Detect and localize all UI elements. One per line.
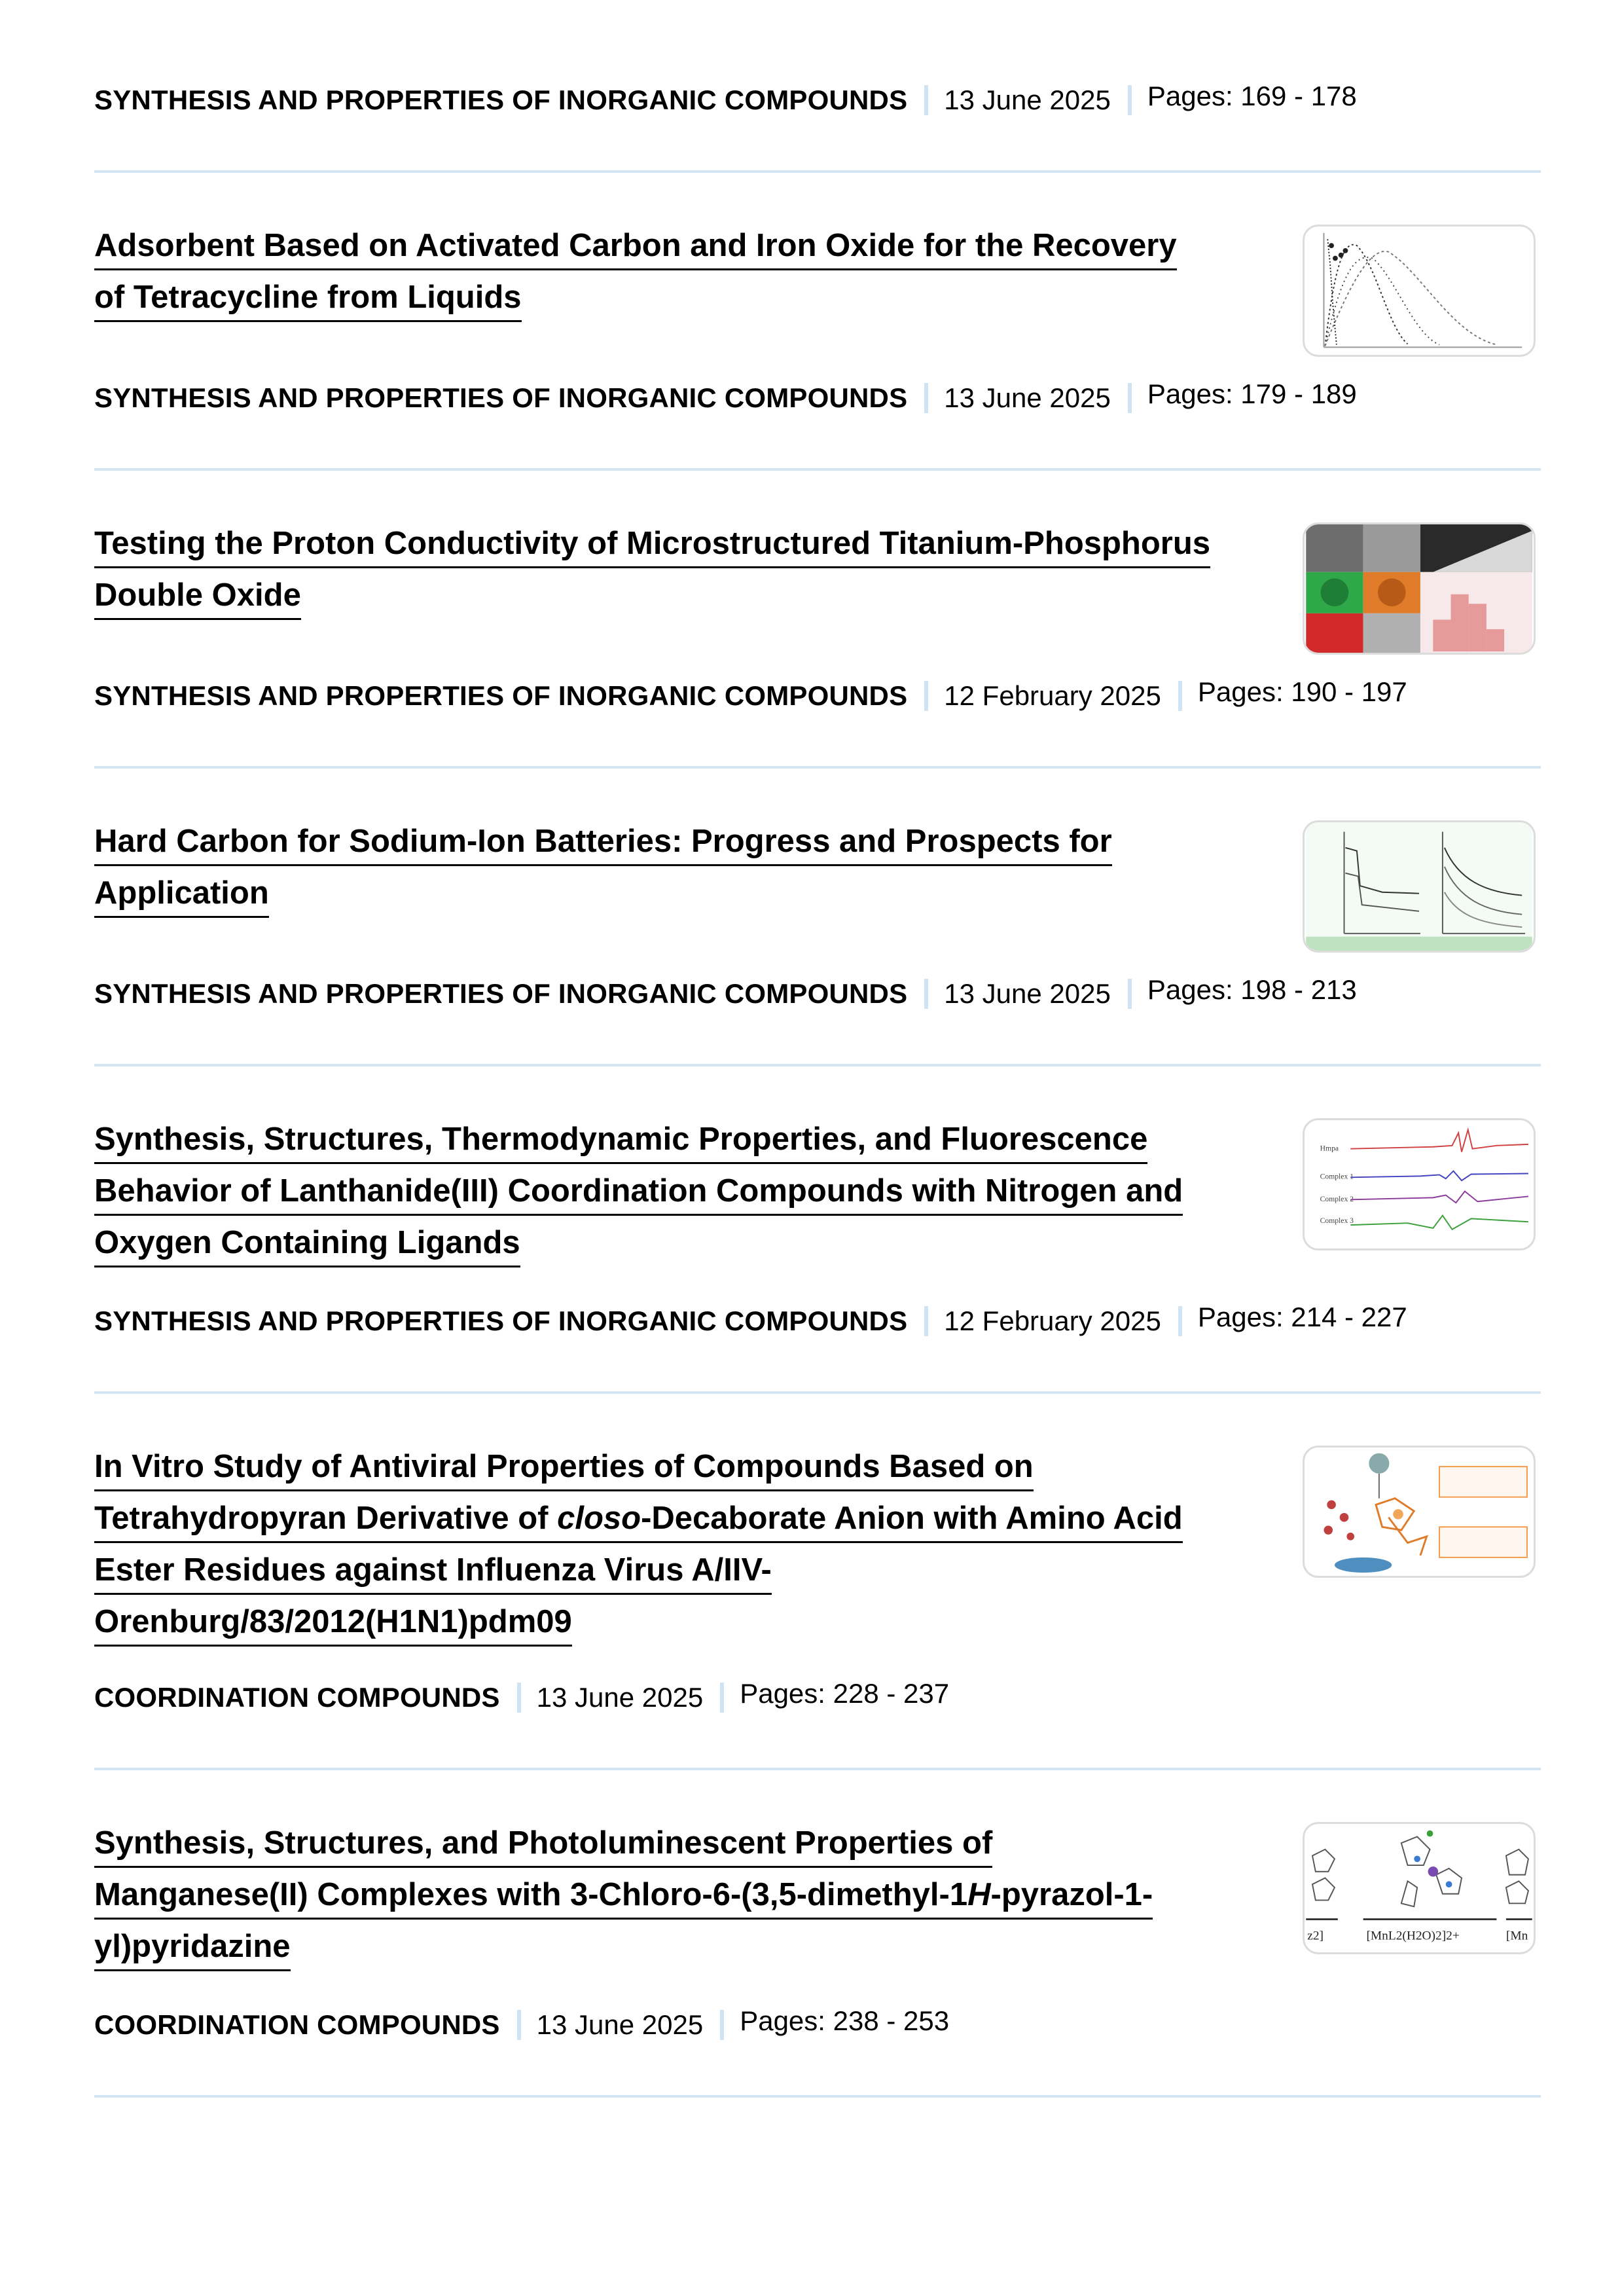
meta-separator	[1178, 681, 1182, 711]
spectrum-label: Hmpa	[1320, 1144, 1339, 1153]
article-meta	[94, 1678, 949, 1717]
structure-label: [MnL2(H2O)2]2+	[1366, 1929, 1460, 1943]
meta-separator	[720, 1683, 724, 1713]
meta-separator	[517, 2010, 521, 2040]
meta-separator	[1128, 383, 1132, 413]
article-title	[94, 1820, 1246, 1975]
article-divider	[94, 468, 1541, 471]
article-date: 12 February 2025	[944, 1305, 1161, 1336]
meta-separator	[924, 1306, 928, 1336]
article-meta	[94, 676, 1407, 716]
article-date: 12 February 2025	[944, 680, 1161, 711]
article-thumbnail[interactable]	[1303, 1118, 1536, 1250]
article-title-link[interactable]: Behavior of Lanthanide(III) Coordination Compounds with Nitrogen and	[94, 1168, 1183, 1216]
article-section[interactable]: SYNTHESIS AND PROPERTIES OF INORGANIC COMPOUNDS	[94, 382, 908, 413]
article-pages: Pages: 190 - 197	[1197, 676, 1407, 707]
article-date: 13 June 2025	[944, 978, 1111, 1009]
article-title-link[interactable]: Adsorbent Based on Activated Carbon and Iron Oxide for the Recovery	[94, 223, 1177, 270]
article-title-link[interactable]: Synthesis, Structures, and Photoluminescent Properties of	[94, 1820, 992, 1868]
article-section[interactable]: SYNTHESIS AND PROPERTIES OF INORGANIC COMPOUNDS	[94, 84, 908, 115]
molecule-scheme-icon	[1305, 1448, 1534, 1576]
article-meta	[94, 2005, 949, 2045]
article-pages: Pages: 214 - 227	[1197, 1302, 1407, 1332]
article-divider	[94, 1391, 1541, 1394]
article-thumbnail[interactable]	[1303, 225, 1536, 357]
article-divider	[94, 766, 1541, 769]
battery-curves-plot-icon	[1305, 822, 1534, 951]
article-date: 13 June 2025	[944, 84, 1111, 115]
article-meta	[94, 81, 1357, 120]
article-divider	[94, 2095, 1541, 2098]
spectrum-label: Complex 2	[1320, 1195, 1354, 1204]
meta-separator	[720, 2010, 724, 2040]
structure-label: [Mn	[1505, 1929, 1528, 1943]
article-section[interactable]: SYNTHESIS AND PROPERTIES OF INORGANIC COMPOUNDS	[94, 680, 908, 711]
article-title-link[interactable]: Manganese(II) Complexes with 3-Chloro-6-(3,5-dimethyl-1H-pyrazol-1-	[94, 1872, 1153, 1920]
article-title-link[interactable]: In Vitro Study of Antiviral Properties of Compounds Based on	[94, 1444, 1034, 1491]
meta-separator	[924, 979, 928, 1009]
crystal-structure-icon	[1305, 1824, 1534, 1952]
article-title-link[interactable]: Orenburg/83/2012(H1N1)pdm09	[94, 1599, 572, 1647]
article-pages: Pages: 169 - 178	[1147, 81, 1357, 111]
meta-separator	[517, 1683, 521, 1713]
meta-separator	[1128, 85, 1132, 115]
article-pages: Pages: 238 - 253	[740, 2005, 950, 2036]
article-title-link[interactable]: Application	[94, 870, 269, 918]
article-title-link[interactable]: Synthesis, Structures, Thermodynamic Properties, and Fluorescence	[94, 1116, 1147, 1164]
article-title-link[interactable]: Ester Residues against Influenza Virus A/IIV-	[94, 1547, 772, 1595]
article-pages: Pages: 198 - 213	[1147, 974, 1357, 1005]
article-title	[94, 223, 1246, 326]
article-title-link[interactable]: of Tetracycline from Liquids	[94, 274, 522, 322]
adsorption-curves-plot-icon	[1305, 227, 1534, 355]
article-divider	[94, 1064, 1541, 1066]
meta-separator	[924, 383, 928, 413]
article-divider	[94, 170, 1541, 173]
article-title-link[interactable]: Double Oxide	[94, 572, 301, 620]
article-divider	[94, 1768, 1541, 1770]
spectrum-label: Complex 3	[1320, 1216, 1354, 1226]
article-thumbnail[interactable]	[1303, 1822, 1536, 1954]
spectrum-label: Complex 1	[1320, 1172, 1354, 1181]
article-title	[94, 520, 1246, 624]
article-pages: Pages: 179 - 189	[1147, 378, 1357, 409]
article-pages: Pages: 228 - 237	[740, 1678, 950, 1709]
article-section[interactable]: SYNTHESIS AND PROPERTIES OF INORGANIC COMPOUNDS	[94, 1305, 908, 1336]
article-thumbnail[interactable]	[1303, 522, 1536, 655]
article-section[interactable]: SYNTHESIS AND PROPERTIES OF INORGANIC COMPOUNDS	[94, 978, 908, 1009]
article-thumbnail[interactable]	[1303, 1446, 1536, 1578]
article-section[interactable]: COORDINATION COMPOUNDS	[94, 2009, 500, 2040]
meta-separator	[924, 85, 928, 115]
article-meta	[94, 1302, 1407, 1341]
article-meta	[94, 378, 1357, 418]
article-title-link[interactable]: Tetrahydropyran Derivative of closo-Decaborate Anion with Amino Acid	[94, 1495, 1183, 1543]
article-title-link[interactable]: Testing the Proton Conductivity of Microstructured Titanium-Phosphorus	[94, 520, 1210, 568]
article-section[interactable]: COORDINATION COMPOUNDS	[94, 1682, 500, 1713]
article-title	[94, 1444, 1246, 1650]
article-title	[94, 818, 1246, 922]
article-date: 13 June 2025	[944, 382, 1111, 413]
article-title-link[interactable]: Oxygen Containing Ligands	[94, 1220, 520, 1267]
article-title-link[interactable]: Hard Carbon for Sodium-Ion Batteries: Progress and Prospects for	[94, 818, 1112, 866]
micrograph-collage-icon	[1305, 524, 1534, 653]
article-date: 13 June 2025	[536, 2009, 704, 2040]
article-thumbnail[interactable]	[1303, 820, 1536, 953]
article-title	[94, 1116, 1246, 1271]
article-title-link[interactable]: yl)pyridazine	[94, 1923, 291, 1971]
spectra-plot-icon	[1305, 1120, 1534, 1248]
meta-separator	[924, 681, 928, 711]
article-date: 13 June 2025	[536, 1682, 704, 1713]
article-meta	[94, 974, 1357, 1013]
meta-separator	[1178, 1306, 1182, 1336]
meta-separator	[1128, 979, 1132, 1009]
structure-label: z2]	[1307, 1929, 1324, 1943]
